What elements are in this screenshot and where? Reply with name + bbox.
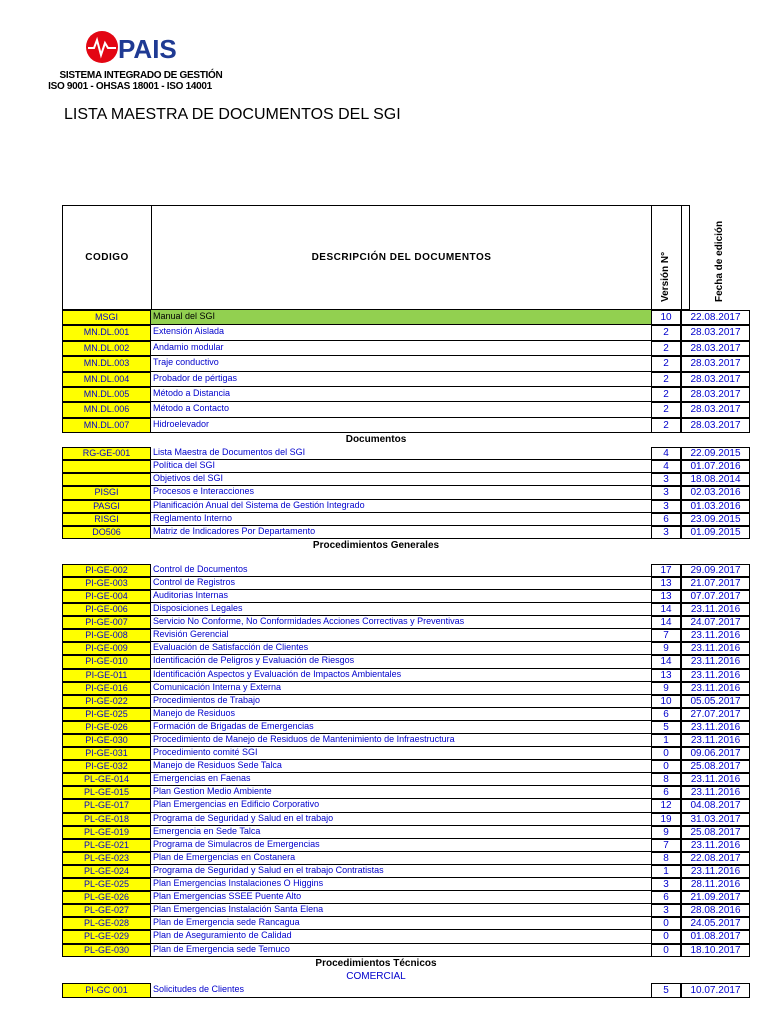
document-date: 28.03.2017 (681, 387, 750, 402)
document-date: 28.03.2017 (681, 402, 750, 417)
document-description: Manejo de Residuos (151, 708, 651, 721)
document-date: 23.11.2016 (681, 629, 750, 642)
document-description: Política del SGI (151, 460, 651, 473)
document-version: 6 (651, 891, 681, 904)
table-row[interactable] (62, 418, 741, 433)
document-code: PI-GE-004 (62, 590, 151, 603)
document-code: MN.DL.007 (62, 418, 151, 433)
document-version: 14 (651, 603, 681, 616)
document-description: Identificación de Peligros y Evaluación de Riesgos (151, 655, 651, 668)
brand-line-2: ISO 9001 - OHSAS 18001 - ISO 14001 (48, 81, 212, 92)
document-code: PL-GE-030 (62, 944, 151, 957)
document-code: PL-GE-028 (62, 917, 151, 930)
document-code: PI-GE-006 (62, 603, 151, 616)
section-title: Procedimientos Generales (312, 539, 440, 551)
brand-line-1: SISTEMA INTEGRADO DE GESTIÓN (59, 70, 223, 81)
document-date: 28.03.2017 (681, 372, 750, 387)
document-code: PI-GE-032 (62, 760, 151, 773)
document-date: 28.03.2017 (681, 341, 750, 356)
table-row[interactable] (62, 786, 741, 799)
document-date: 18.10.2017 (681, 944, 750, 957)
document-code: MN.DL.006 (62, 402, 151, 417)
document-description: Procedimientos de Trabajo (151, 695, 651, 708)
table-row[interactable] (62, 655, 741, 668)
document-date: 23.11.2016 (681, 642, 750, 655)
table-row[interactable] (62, 512, 741, 526)
table-header (62, 205, 725, 310)
document-version: 3 (651, 500, 681, 513)
document-date: 09.06.2017 (681, 747, 750, 760)
document-description: Servicio No Conforme, No Conformidades Acciones Correctivas y Preventivas (151, 616, 651, 629)
document-code: PL-GE-026 (62, 891, 151, 904)
table-row[interactable] (62, 773, 741, 786)
header-version-cell (652, 206, 682, 309)
table-row[interactable] (62, 760, 741, 773)
document-version: 2 (651, 402, 681, 417)
table-row[interactable] (62, 460, 741, 473)
document-description: Método a Contacto (151, 402, 651, 417)
document-version: 0 (651, 930, 681, 943)
document-description: Plan de Emergencias en Costanera (151, 852, 651, 865)
document-description: Programa de Simulacros de Emergencias (151, 839, 651, 852)
document-date: 01.03.2016 (681, 500, 750, 513)
document-version: 0 (651, 944, 681, 957)
section-title: Procedimientos Técnicos (315, 957, 437, 969)
document-date: 01.09.2015 (681, 526, 750, 539)
document-code: PL-GE-019 (62, 826, 151, 839)
document-code (62, 460, 151, 473)
document-description: Emergencias en Faenas (151, 773, 651, 786)
table-row[interactable] (62, 473, 741, 486)
document-version: 7 (651, 839, 681, 852)
table-row[interactable] (62, 917, 741, 930)
document-code: MN.DL.003 (62, 356, 151, 371)
table-row[interactable] (62, 402, 741, 417)
document-description: Procedimiento de Manejo de Residuos de Mantenimiento de Infraestructura (151, 734, 651, 747)
document-version: 0 (651, 917, 681, 930)
document-description: Plan de Emergencia sede Temuco (151, 944, 651, 957)
document-version: 2 (651, 372, 681, 387)
document-date: 23.11.2016 (681, 603, 750, 616)
document-description: Manejo de Residuos Sede Talca (151, 760, 651, 773)
document-code: PL-GE-024 (62, 865, 151, 878)
table-row[interactable] (62, 904, 741, 917)
table-row[interactable] (62, 878, 741, 891)
document-description: Plan Emergencias Instalación Santa Elena (151, 904, 651, 917)
document-date: 01.08.2017 (681, 930, 750, 943)
table-row[interactable] (62, 325, 741, 340)
document-version: 9 (651, 642, 681, 655)
header-fecha: Fecha de edición (714, 220, 725, 302)
document-date: 23.11.2016 (681, 865, 750, 878)
document-description: Emergencia en Sede Talca (151, 826, 651, 839)
table-row[interactable] (62, 720, 741, 734)
document-code: PI-GE-010 (62, 655, 151, 668)
document-code: PASGI (62, 500, 151, 513)
table-row[interactable] (62, 341, 741, 356)
document-code: MN.DL.004 (62, 372, 151, 387)
document-description: Reglamento Interno (151, 513, 651, 526)
document-date: 04.08.2017 (681, 799, 750, 812)
document-code: PI-GE-011 (62, 669, 151, 682)
document-date: 21.09.2017 (681, 891, 750, 904)
document-version: 3 (651, 904, 681, 917)
document-version: 0 (651, 760, 681, 773)
document-version: 14 (651, 616, 681, 629)
document-description: Matriz de Indicadores Por Departamento (151, 526, 651, 539)
document-code: MN.DL.005 (62, 387, 151, 402)
document-description: Procesos e Interacciones (151, 486, 651, 499)
document-code: PI-GE-030 (62, 734, 151, 747)
document-version: 2 (651, 325, 681, 340)
document-description: Auditorias Internas (151, 590, 651, 603)
document-version: 19 (651, 813, 681, 826)
document-version: 1 (651, 734, 681, 747)
document-code: PI-GE-003 (62, 577, 151, 590)
document-date: 05.05.2017 (681, 695, 750, 708)
table-row[interactable] (62, 851, 741, 865)
table-row[interactable] (62, 668, 741, 682)
document-version: 4 (651, 447, 681, 460)
document-description: Objetivos del SGI (151, 473, 651, 486)
document-code: PL-GE-021 (62, 839, 151, 852)
document-date: 21.07.2017 (681, 577, 750, 590)
document-date: 28.08.2016 (681, 904, 750, 917)
document-version: 3 (651, 878, 681, 891)
document-date: 18.08.2014 (681, 473, 750, 486)
document-date: 29.09.2017 (681, 564, 750, 577)
table-row[interactable] (62, 603, 741, 616)
document-description: Método a Distancia (151, 387, 651, 402)
table-row[interactable] (62, 734, 741, 747)
document-code: PI-GE-016 (62, 682, 151, 695)
document-version: 10 (651, 310, 681, 325)
table-row[interactable] (62, 812, 741, 826)
table-row[interactable] (62, 486, 741, 499)
document-description: Plan de Aseguramiento de Calidad (151, 930, 651, 943)
document-date: 31.03.2017 (681, 813, 750, 826)
document-version: 13 (651, 577, 681, 590)
document-code: PI-GE-031 (62, 747, 151, 760)
document-version: 5 (651, 721, 681, 734)
table-row[interactable] (62, 310, 741, 325)
table-row[interactable] (62, 930, 741, 943)
document-code: DO506 (62, 526, 151, 539)
document-code: MN.DL.001 (62, 325, 151, 340)
document-version: 4 (651, 460, 681, 473)
document-code: PISGI (62, 486, 151, 499)
section-subtitle: COMERCIAL (346, 970, 406, 982)
document-date: 23.11.2016 (681, 655, 750, 668)
document-code: PL-GE-017 (62, 799, 151, 812)
table-row[interactable] (62, 589, 741, 603)
table-row[interactable] (62, 943, 741, 957)
header-fecha-cell (682, 206, 751, 309)
table-row[interactable] (62, 499, 741, 513)
header-descripcion-cell (152, 206, 652, 309)
document-description: Programa de Seguridad y Salud en el trabajo (151, 813, 651, 826)
document-version: 8 (651, 852, 681, 865)
document-date: 25.08.2017 (681, 826, 750, 839)
document-description: Hidroelevador (151, 418, 651, 433)
document-code: PI-GE-008 (62, 629, 151, 642)
document-date: 10.07.2017 (681, 983, 750, 998)
document-code: PI-GE-007 (62, 616, 151, 629)
document-version: 6 (651, 513, 681, 526)
document-date: 23.11.2016 (681, 786, 750, 799)
table-row[interactable] (62, 629, 741, 642)
document-date: 22.08.2017 (681, 852, 750, 865)
document-table-body (62, 310, 741, 998)
document-date: 28.03.2017 (681, 356, 750, 371)
document-description: Lista Maestra de Documentos del SGI (151, 447, 651, 460)
document-date: 28.03.2017 (681, 325, 750, 340)
document-description: Andamio modular (151, 341, 651, 356)
document-description: Control de Documentos (151, 564, 651, 577)
header-version: Versión N° (660, 251, 671, 302)
document-description: Manual del SGI (151, 310, 651, 325)
document-version: 9 (651, 826, 681, 839)
row-spacer (62, 553, 690, 564)
table-row[interactable] (62, 681, 741, 695)
document-version: 10 (651, 695, 681, 708)
table-row[interactable] (62, 356, 741, 371)
document-code: PL-GE-025 (62, 878, 151, 891)
document-version: 14 (651, 655, 681, 668)
document-version: 2 (651, 418, 681, 433)
document-description: Evaluación de Satisfacción de Clientes (151, 642, 651, 655)
table-row[interactable] (62, 825, 741, 839)
document-code: PI-GE-009 (62, 642, 151, 655)
table-row[interactable] (62, 799, 741, 812)
document-code: PI-GE-002 (62, 564, 151, 577)
document-description: Extensión Aislada (151, 325, 651, 340)
header-descripcion: DESCRIPCIÓN DEL DOCUMENTOS (311, 252, 492, 263)
document-date: 23.11.2016 (681, 669, 750, 682)
table-row[interactable] (62, 891, 741, 904)
document-version: 2 (651, 341, 681, 356)
document-version: 12 (651, 799, 681, 812)
document-version: 13 (651, 590, 681, 603)
document-description: Traje conductivo (151, 356, 651, 371)
header-codigo: CODIGO (85, 252, 129, 263)
document-description: Plan Emergencias en Edificio Corporativo (151, 799, 651, 812)
document-date: 22.08.2017 (681, 310, 750, 325)
document-date: 23.11.2016 (681, 682, 750, 695)
table-row[interactable] (62, 576, 741, 590)
document-version: 6 (651, 708, 681, 721)
document-description: Formación de Brigadas de Emergencias (151, 721, 651, 734)
table-row[interactable] (62, 864, 741, 878)
table-row[interactable] (62, 694, 741, 708)
document-version: 9 (651, 682, 681, 695)
document-date: 23.11.2016 (681, 773, 750, 786)
document-description: Probador de pértigas (151, 372, 651, 387)
document-description: Solicitudes de Clientes (151, 983, 651, 998)
document-date: 27.07.2017 (681, 708, 750, 721)
pais-logo (82, 27, 182, 67)
document-description: Identificación Aspectos y Evaluación de Impactos Ambientales (151, 669, 651, 682)
document-date: 02.03.2016 (681, 486, 750, 499)
document-version: 3 (651, 473, 681, 486)
document-date: 23.11.2016 (681, 839, 750, 852)
document-version: 5 (651, 983, 681, 998)
document-version: 6 (651, 786, 681, 799)
document-version: 2 (651, 356, 681, 371)
header-codigo-cell (63, 206, 152, 309)
table-row[interactable] (62, 983, 741, 998)
document-description: Plan Emergencias SSEE Puente Alto (151, 891, 651, 904)
document-date: 23.09.2015 (681, 513, 750, 526)
document-version: 0 (651, 747, 681, 760)
page-title: LISTA MAESTRA DE DOCUMENTOS DEL SGI (64, 106, 401, 123)
document-date: 25.08.2017 (681, 760, 750, 773)
document-description: Plan de Emergencia sede Rancagua (151, 917, 651, 930)
table-row[interactable] (62, 387, 741, 402)
document-version: 17 (651, 564, 681, 577)
document-date: 07.07.2017 (681, 590, 750, 603)
table-row[interactable] (62, 707, 741, 721)
table-row[interactable] (62, 525, 741, 539)
document-version: 8 (651, 773, 681, 786)
document-version: 7 (651, 629, 681, 642)
document-code: PL-GE-015 (62, 786, 151, 799)
logo-wordmark: PAIS (118, 34, 177, 64)
table-row[interactable] (62, 642, 741, 655)
table-row[interactable] (62, 372, 741, 387)
document-code: PL-GE-014 (62, 773, 151, 786)
document-date: 23.11.2016 (681, 734, 750, 747)
document-code: MN.DL.002 (62, 341, 151, 356)
document-date: 28.11.2016 (681, 878, 750, 891)
document-code: PL-GE-027 (62, 904, 151, 917)
document-description: Plan Gestion Medio Ambiente (151, 786, 651, 799)
document-version: 1 (651, 865, 681, 878)
document-version: 3 (651, 486, 681, 499)
document-description: Comunicación Interna y Externa (151, 682, 651, 695)
document-version: 2 (651, 387, 681, 402)
document-version: 13 (651, 669, 681, 682)
document-version: 3 (651, 526, 681, 539)
document-description: Control de Registros (151, 577, 651, 590)
table-row[interactable] (62, 838, 741, 852)
document-description: Revisión Gerencial (151, 629, 651, 642)
document-code: RISGI (62, 513, 151, 526)
document-code: MSGI (62, 310, 151, 325)
document-date: 24.07.2017 (681, 616, 750, 629)
document-date: 28.03.2017 (681, 418, 750, 433)
document-description: Plan Emergencias Instalaciones O Higgins (151, 878, 651, 891)
document-code: PL-GE-029 (62, 930, 151, 943)
document-date: 23.11.2016 (681, 721, 750, 734)
table-row[interactable] (62, 747, 741, 760)
document-date: 01.07.2016 (681, 460, 750, 473)
document-code: PI-GE-025 (62, 708, 151, 721)
document-description: Procedimiento comité SGI (151, 747, 651, 760)
document-code: RG-GE-001 (62, 447, 151, 460)
document-date: 24.05.2017 (681, 917, 750, 930)
section-title: Documentos (345, 434, 407, 446)
document-code (62, 473, 151, 486)
document-date: 22.09.2015 (681, 447, 750, 460)
document-code: PI-GE-022 (62, 695, 151, 708)
document-description: Disposiciones Legales (151, 603, 651, 616)
document-description: Programa de Seguridad y Salud en el trabajo Contratistas (151, 865, 651, 878)
document-code: PL-GE-023 (62, 852, 151, 865)
table-row[interactable] (62, 563, 741, 577)
table-row[interactable] (62, 616, 741, 629)
document-code: PI-GC 001 (62, 983, 151, 998)
table-row[interactable] (62, 447, 741, 460)
document-description: Planificación Anual del Sistema de Gestión Integrado (151, 500, 651, 513)
document-code: PL-GE-018 (62, 813, 151, 826)
document-code: PI-GE-026 (62, 721, 151, 734)
